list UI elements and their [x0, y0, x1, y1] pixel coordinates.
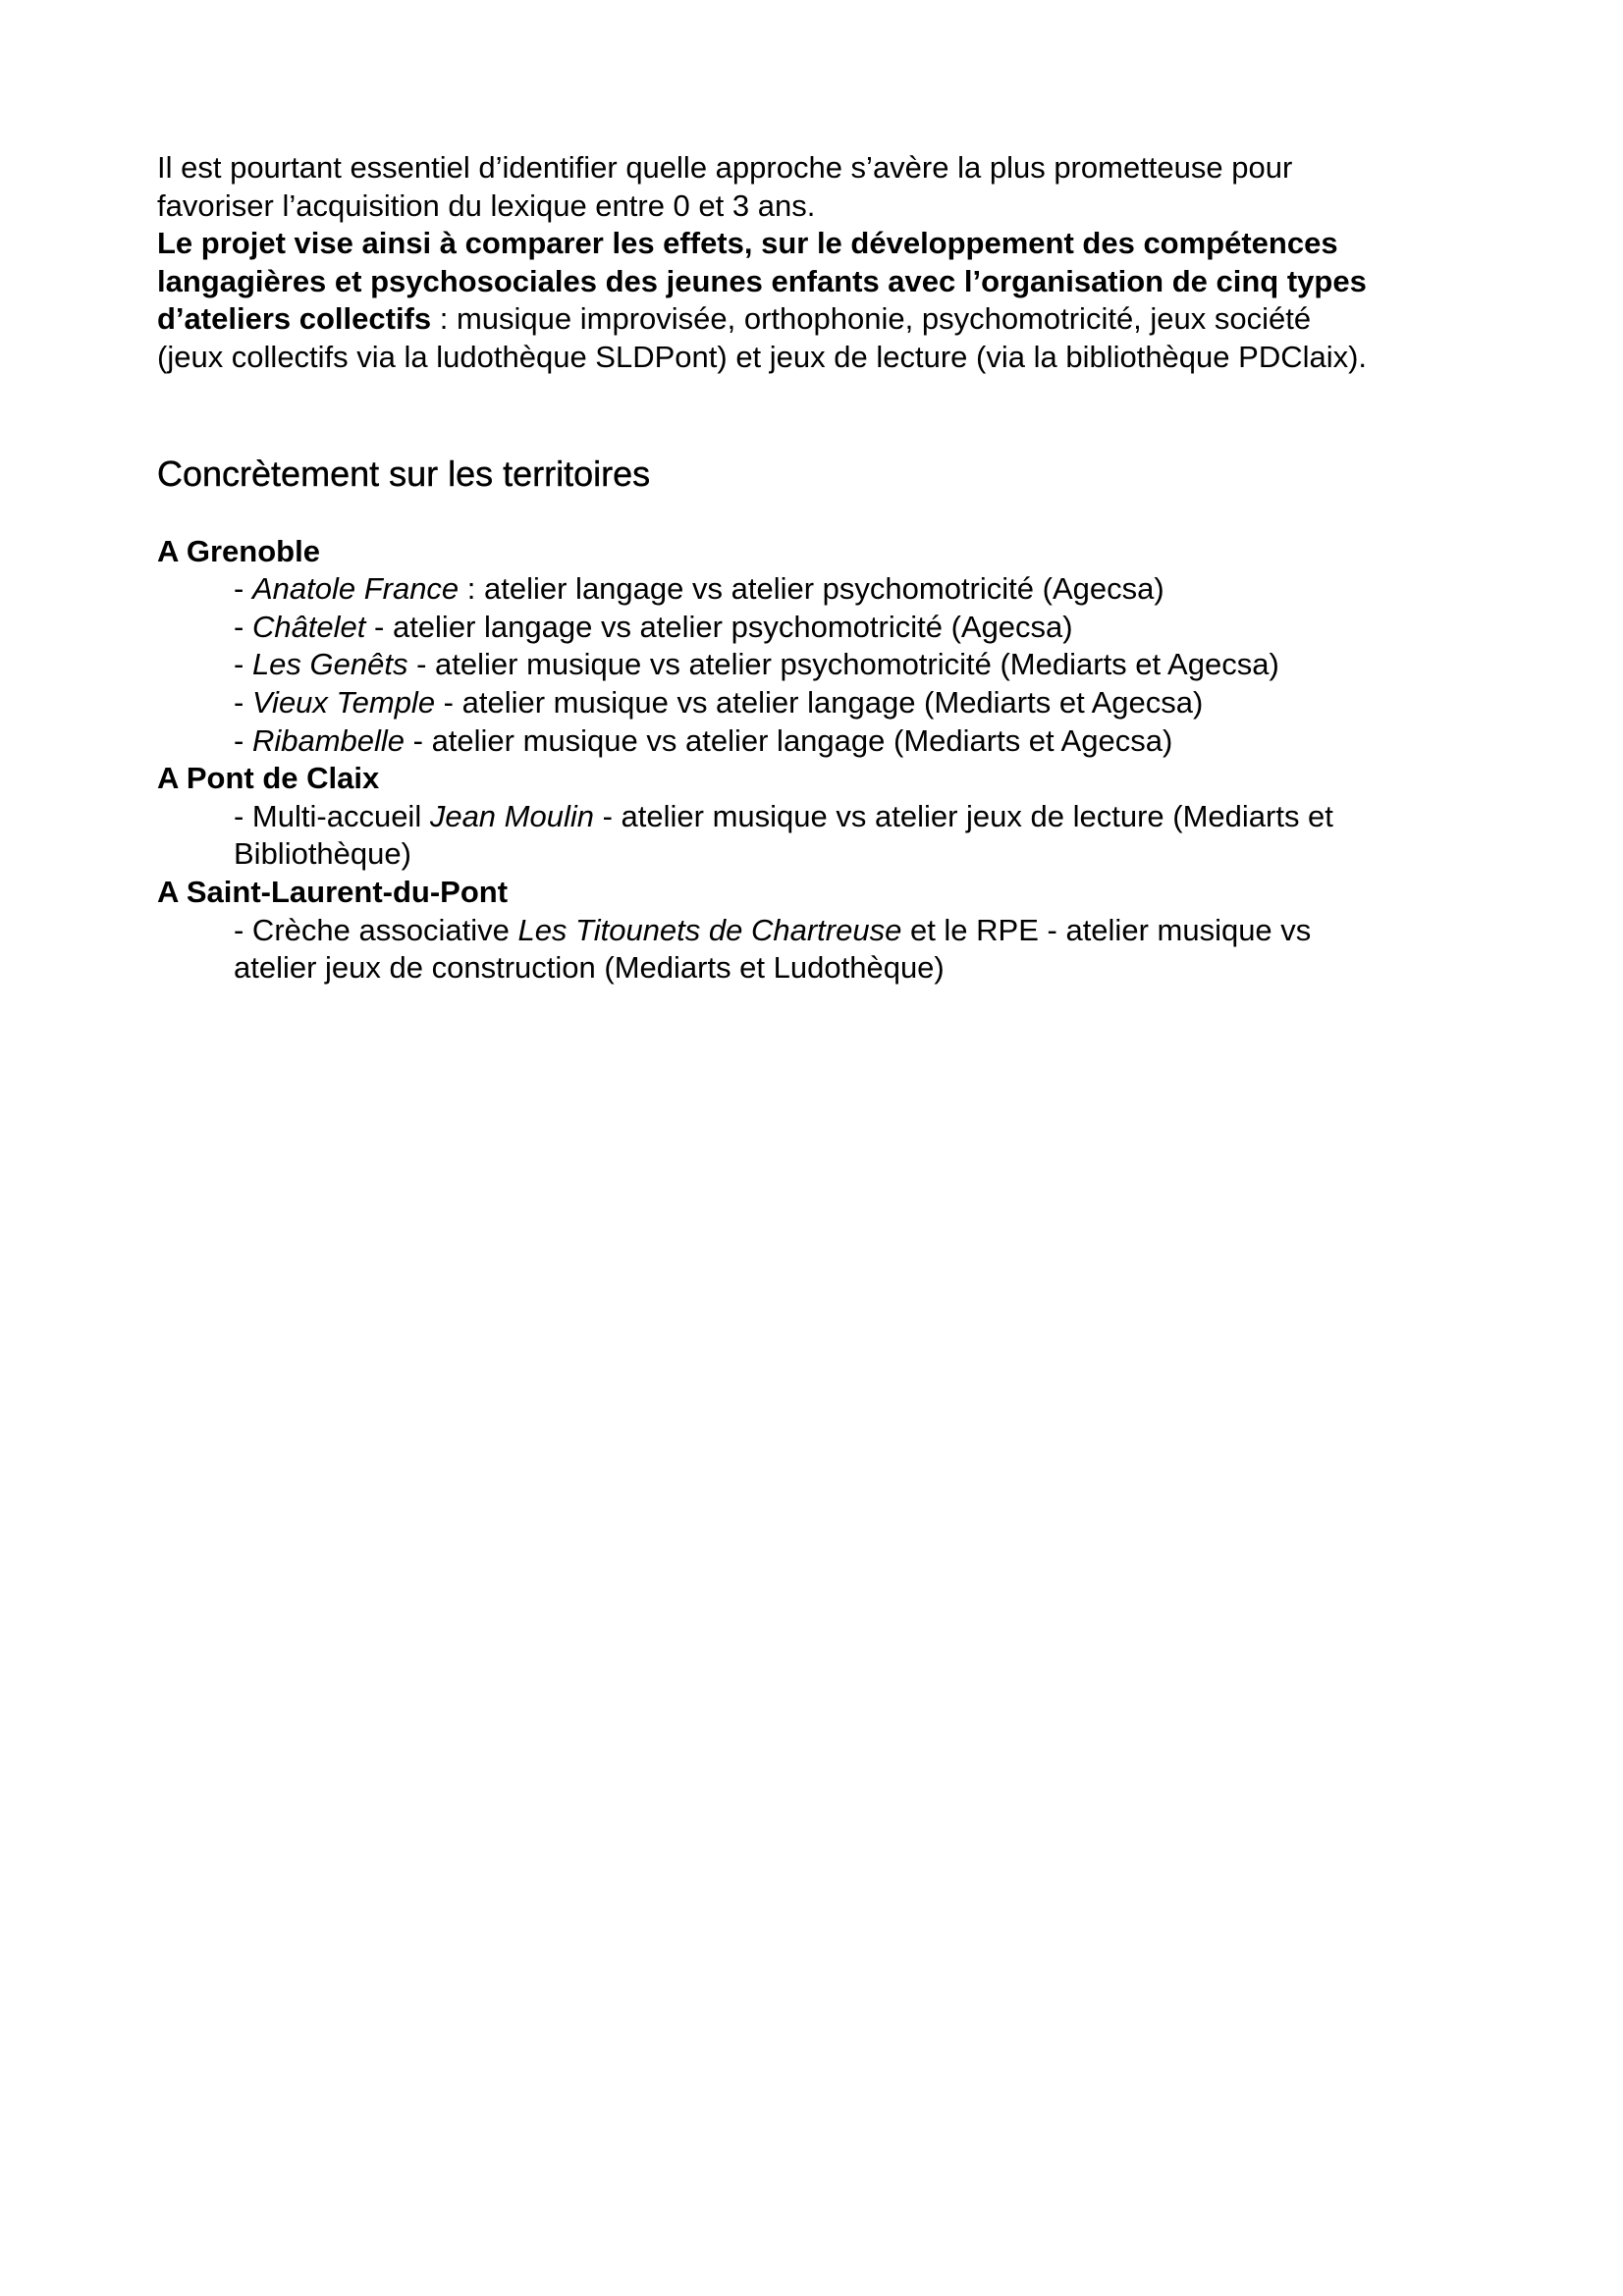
site-prefix: - Crèche associative [234, 912, 518, 947]
project-workshop-list: : musique improvisée, orthophonie, psychomotricité, jeux société [431, 301, 1312, 337]
site-continuation: atelier jeux de construction (Mediarts et Ludothèque) [234, 950, 945, 986]
project-line [157, 300, 1492, 339]
site-continuation: Bibliothèque) [234, 836, 411, 872]
site-name: Châtelet [251, 609, 366, 644]
site-name: Jean Moulin [429, 798, 594, 833]
intro-line: favoriser l’acquisition du lexique entre 0 et 3 ans. [157, 187, 816, 223]
site-prefix: - [234, 609, 252, 644]
site-prefix: - [234, 684, 252, 720]
site-description: - atelier musique vs atelier jeux de lecture (Mediarts et [593, 798, 1333, 833]
city-heading: A Grenoble [157, 533, 320, 568]
project-line: (jeux collectifs via la ludothèque SLDPont) et jeux de lecture (via la bibliothèque PDClaix). [157, 339, 1368, 374]
site-line [234, 912, 1492, 950]
site-description: - atelier musique vs atelier psychomotricité (Mediarts et Agecsa) [407, 647, 1279, 682]
site-item [157, 684, 1492, 722]
site-name: Vieux Temple [251, 684, 436, 720]
intro-line: Il est pourtant essentiel d’identifier quelle approche s’avère la plus prometteuse pour [157, 150, 1293, 185]
intro-paragraph [157, 149, 1492, 225]
territories-list [157, 533, 1492, 988]
territory-pont-de-claix [157, 760, 1492, 874]
site-item [157, 722, 1492, 761]
project-paragraph [157, 225, 1492, 376]
project-bold-line: langagières et psychosociales des jeunes enfants avec l’organisation de cinq types [157, 263, 1367, 298]
document-page [157, 149, 1492, 988]
site-item [157, 912, 1492, 988]
site-list [157, 570, 1492, 760]
site-item [157, 570, 1492, 609]
site-description: - atelier langage vs atelier psychomotricité (Agecsa) [365, 609, 1073, 644]
site-name: Anatole France [251, 571, 460, 607]
site-description: et le RPE - atelier musique vs [901, 912, 1312, 947]
territory-grenoble [157, 533, 1492, 761]
site-name: Ribambelle [251, 722, 406, 758]
site-item [157, 646, 1492, 684]
site-prefix: - [234, 647, 252, 682]
site-name: Les Genêts [251, 647, 408, 682]
site-prefix: - [234, 571, 252, 607]
site-prefix: - Multi-accueil [234, 798, 430, 833]
site-prefix: - [234, 722, 252, 758]
territory-saint-laurent-du-pont [157, 874, 1492, 988]
site-list [157, 798, 1492, 874]
section-title: Concrètement sur les territoires [157, 453, 651, 494]
site-description: : atelier langage vs atelier psychomotricité (Agecsa) [459, 571, 1164, 607]
city-heading: A Saint-Laurent-du-Pont [157, 874, 509, 909]
site-description: - atelier musique vs atelier langage (Mediarts et Agecsa) [405, 722, 1173, 758]
project-bold-line: Le projet vise ainsi à comparer les effets, sur le développement des compétences [157, 226, 1338, 261]
site-description: - atelier musique vs atelier langage (Mediarts et Agecsa) [435, 684, 1204, 720]
site-item [157, 609, 1492, 647]
site-name: Les Titounets de Chartreuse [517, 912, 902, 947]
site-item [157, 798, 1492, 874]
project-bold-emphasis: d’ateliers collectifs [157, 301, 432, 337]
site-line [234, 798, 1492, 836]
site-list [157, 912, 1492, 988]
city-heading: A Pont de Claix [157, 761, 380, 796]
